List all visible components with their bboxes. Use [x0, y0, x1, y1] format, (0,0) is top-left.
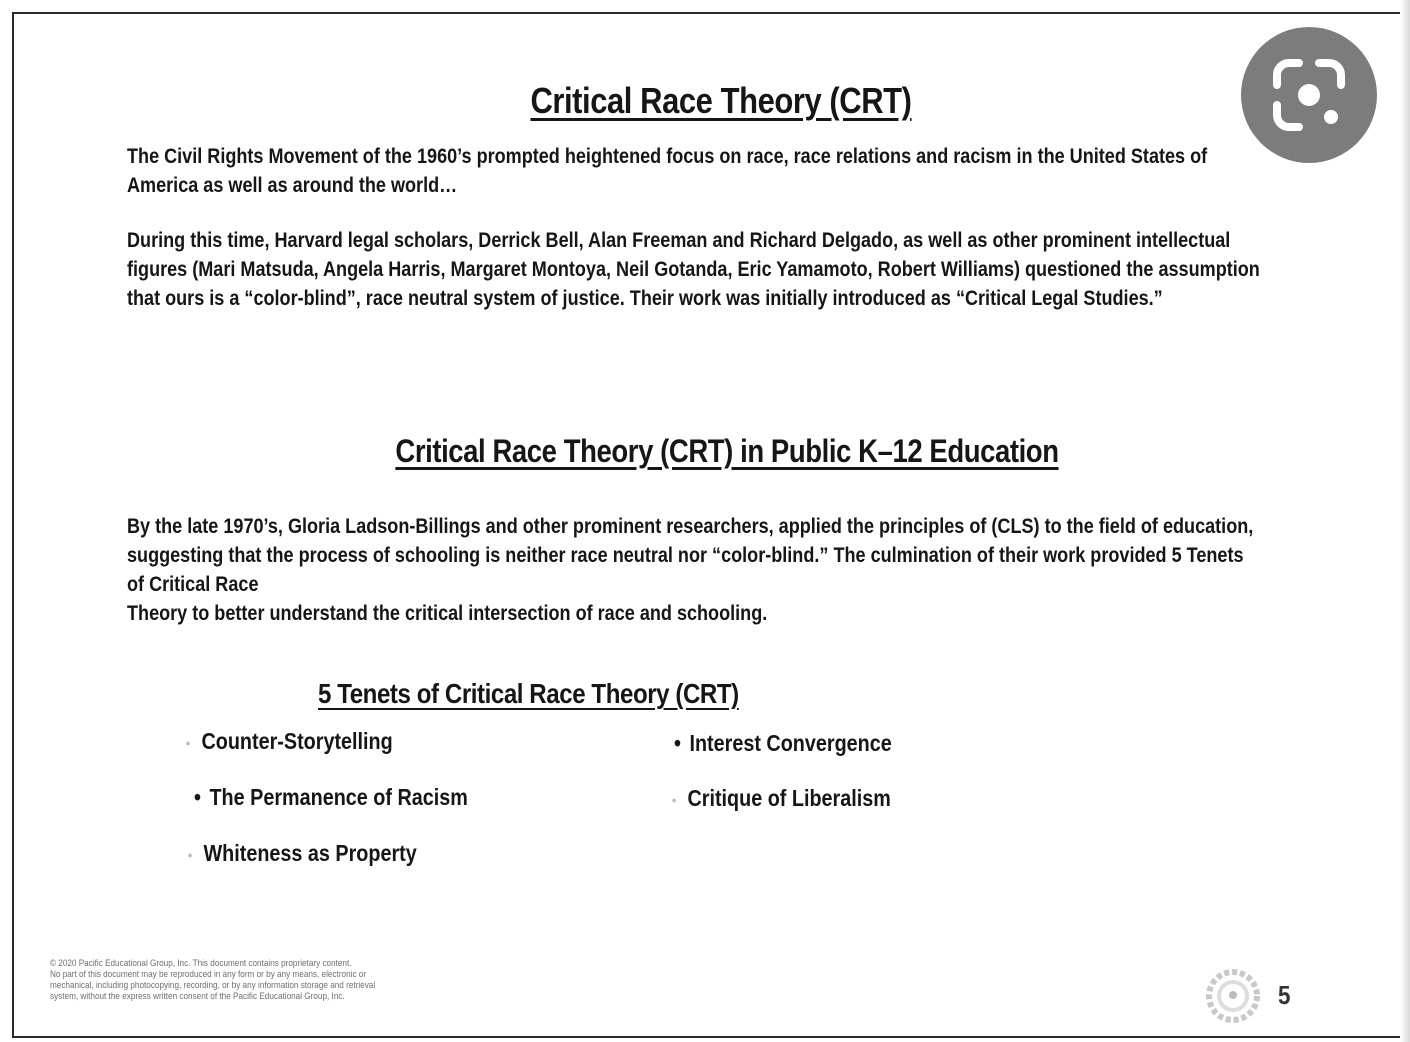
intro-paragraph-1	[127, 142, 1305, 200]
copyright-line: system, without the express written consent of the Pacific Educational Group, Inc.	[50, 991, 345, 1002]
education-paragraph	[127, 512, 1305, 628]
page-edge-shadow	[1400, 0, 1410, 1042]
text-line: By the late 1970’s, Gloria Ladson-Billings and other prominent researchers, applied the principles of (CLS) to the field of education,	[127, 515, 1254, 538]
copyright-notice	[50, 958, 532, 1002]
bullet-icon: •	[188, 846, 193, 863]
tenet-item	[672, 785, 891, 812]
tenets-title: 5 Tenets of Critical Race Theory (CRT)	[318, 678, 739, 709]
page-title: Critical Race Theory (CRT)	[530, 80, 912, 121]
tenet-item	[188, 840, 417, 867]
text-line: of Critical Race	[127, 573, 259, 596]
pacific-educational-group-logo	[1203, 966, 1263, 1031]
text-line: suggesting that the process of schooling is neither race neutral nor “color-blind.” The culmination of their work provided 5 Tenets	[127, 544, 1244, 567]
page-number: 5	[1278, 980, 1291, 1010]
section-title: Critical Race Theory (CRT) in Public K–12 Education	[395, 433, 1059, 469]
tenet-label: Whiteness as Property	[203, 840, 417, 866]
text-line: America as well as around the world…	[127, 174, 458, 197]
bullet-icon: •	[674, 730, 681, 756]
text-line: that ours is a “color-blind”, race neutral system of justice. Their work was initially introduced as “Critical Legal Studies.”	[127, 287, 1163, 310]
tenet-label: Critique of Liberalism	[687, 785, 891, 811]
tenet-label: Interest Convergence	[689, 730, 892, 756]
google-lens-button[interactable]	[1241, 27, 1377, 163]
bullet-icon: •	[672, 791, 677, 808]
tenet-item	[194, 784, 468, 811]
tenet-label: Counter-Storytelling	[201, 728, 393, 754]
tenet-item	[186, 728, 393, 755]
copyright-line: No part of this document may be reproduced in any form or by any means, electronic or	[50, 969, 367, 980]
bullet-icon: •	[194, 784, 201, 810]
text-line: figures (Mari Matsuda, Angela Harris, Margaret Montoya, Neil Gotanda, Eric Yamamoto, Robert Williams) questioned the assumption	[127, 258, 1260, 281]
bullet-icon: •	[186, 734, 191, 751]
text-line: The Civil Rights Movement of the 1960’s prompted heightened focus on race, race relations and racism in the United States of	[127, 145, 1208, 168]
text-line: During this time, Harvard legal scholars, Derrick Bell, Alan Freeman and Richard Delgado, as well as other prominent intellectual	[127, 229, 1231, 252]
tenet-label: The Permanence of Racism	[209, 784, 468, 810]
google-lens-icon	[1269, 55, 1349, 135]
tenet-item	[674, 730, 892, 757]
intro-paragraph-2	[127, 226, 1305, 313]
copyright-line: © 2020 Pacific Educational Group, Inc. This document contains proprietary content.	[50, 958, 352, 969]
copyright-line: mechanical, including photocopying, recording, or by any information storage and retrieval	[50, 980, 376, 991]
text-line: Theory to better understand the critical intersection of race and schooling.	[127, 602, 768, 625]
